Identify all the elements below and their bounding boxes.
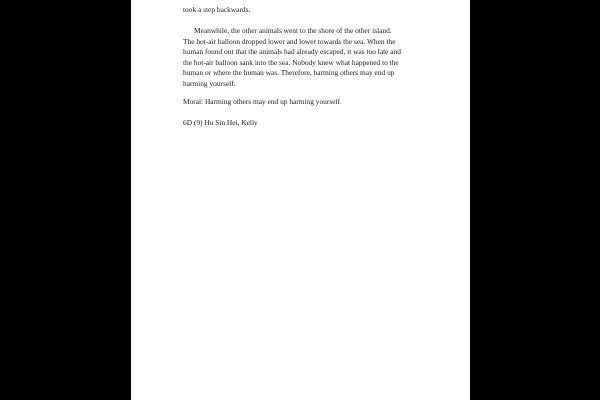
text-line: human found out that the animals had already escaped, it was too late and (183, 47, 401, 56)
moral-text: Moral: Harming others may end up harming yourself. (183, 97, 342, 106)
text-line: human or where the human was. Therefore, harming others may end up (183, 68, 395, 77)
paragraph-main (183, 26, 428, 89)
text-line: took a step backwards. (183, 5, 251, 14)
moral-line (183, 97, 428, 108)
text-line: Meanwhile, the other animals went to the shore of the other island. (194, 26, 392, 35)
text-line: The hot-air balloon dropped lower and lower towards the sea. When the (183, 36, 396, 46)
text-line: harming yourself. (183, 78, 236, 88)
document-page (131, 0, 470, 400)
author-text: 6D (9) Hu Sin Hei, Kelly (183, 118, 258, 127)
paragraph-continuation (183, 5, 428, 16)
author-line (183, 118, 428, 129)
text-line: the hot-air balloon sank into the sea. Nobody knew what happened to the (183, 57, 399, 67)
